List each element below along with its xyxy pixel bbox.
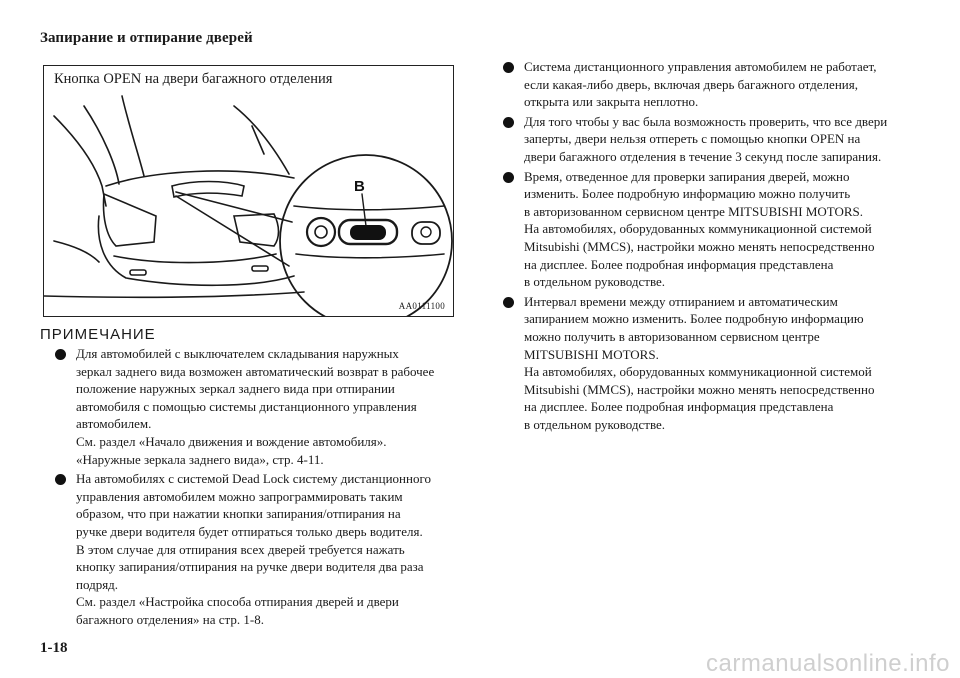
bullet-dot-icon [55, 349, 66, 360]
page-header: Запирание и отпирание дверей [40, 30, 253, 46]
note-line: «Наружные зеркала заднего вида», стр. 4-11. [76, 451, 324, 467]
note-line: в отдельном руководстве. [524, 274, 666, 290]
note-line: на дисплее. Более подробная информация представлена [524, 399, 834, 415]
note-line: Система дистанционного управления автомобилем не работает, [524, 59, 877, 74]
note-line: См. раздел «Настройка способа отпирания дверей и двери [76, 594, 399, 610]
note-bullet [52, 345, 457, 468]
note-line: багажного отделения» на стр. 1-8. [76, 611, 264, 627]
note-line: двери багажного отделения в течение 3 секунд после запирания. [524, 148, 882, 164]
note-bullet [500, 168, 920, 291]
note-line: MITSUBISHI MOTORS. [524, 346, 659, 362]
note-bullet [500, 58, 920, 111]
note-line: На автомобилях с системой Dead Lock систему дистанционного [76, 471, 431, 487]
note-line: изменить. Более подробную информацию можно получить [524, 186, 851, 202]
note-line: Mitsubishi (MMCS), настройки можно менять непосредственно [524, 238, 875, 254]
note-line: открыта или закрыта неплотно. [524, 94, 699, 110]
car-rear-illustration [44, 66, 454, 317]
note-line: В этом случае для отпирания всех дверей требуется нажать [76, 541, 405, 557]
note-line: если какая-либо дверь, включая дверь багажного отделения, [524, 76, 858, 92]
page-number: 1-18 [40, 640, 68, 656]
bullet-dot-icon [503, 297, 514, 308]
note-line: Время, отведенное для проверки запирания дверей, можно [524, 168, 850, 184]
note-line: ручке двери водителя будет отпираться только дверь водителя. [76, 523, 423, 539]
watermark: carmanualsonline.info [706, 650, 950, 677]
bullet-dot-icon [503, 62, 514, 73]
note-bullet [500, 113, 920, 166]
note-line: подряд. [76, 576, 119, 592]
note-line: в отдельном руководстве. [524, 416, 666, 432]
note-line: Для автомобилей с выключателем складывания наружных [76, 346, 399, 361]
note-line: Mitsubishi (MMCS), настройки можно менять непосредственно [524, 381, 875, 397]
marker-b-label: B [354, 178, 365, 195]
note-bullet [500, 293, 920, 434]
figure-code: AA0111100 [398, 301, 445, 311]
note-line: автомобиля с помощью системы дистанционного управления [76, 398, 417, 414]
note-line: На автомобилях, оборудованных коммуникационной системой [524, 364, 872, 380]
note-line: кнопку запирания/отпирания на ручке двери водителя два раза [76, 559, 424, 575]
note-line: положение наружных зеркал заднего вида при отпирании [76, 381, 395, 397]
note-line: запиранием можно изменить. Более подробную информацию [524, 311, 864, 327]
note-line: в авторизованном сервисном центре MITSUBISHI MOTORS. [524, 203, 864, 219]
note-line: Для того чтобы у вас была возможность проверить, что все двери [524, 113, 888, 129]
note-line: на дисплее. Более подробная информация представлена [524, 256, 834, 272]
note-line: заперты, двери нельзя отпереть с помощью кнопки OPEN на [524, 131, 861, 147]
figure-caption: Кнопка OPEN на двери багажного отделения [54, 71, 333, 87]
bullet-dot-icon [503, 117, 514, 128]
note-line: См. раздел «Начало движения и вождение автомобиля». [76, 433, 387, 449]
illustration-figure [43, 65, 454, 317]
note-bullet [52, 470, 457, 628]
note-heading: ПРИМЕЧАНИЕ [40, 326, 156, 343]
notes-left-column [52, 345, 457, 629]
note-line: автомобилем. [76, 416, 152, 432]
note-line: можно получить в авторизованном сервисном центре [524, 328, 820, 344]
notes-right-column [500, 58, 920, 433]
note-line: управления автомобилем можно запрограммировать таким [76, 488, 403, 504]
note-line: На автомобилях, оборудованных коммуникационной системой [524, 221, 872, 237]
bullet-dot-icon [55, 474, 66, 485]
note-line: Интервал времени между отпиранием и автоматическим [524, 293, 838, 309]
note-line: зеркал заднего вида возможен автоматический возврат в рабочее [76, 363, 435, 379]
bullet-dot-icon [503, 172, 514, 183]
note-line: образом, что при нажатии кнопки запирания/отпирания на [76, 506, 401, 522]
